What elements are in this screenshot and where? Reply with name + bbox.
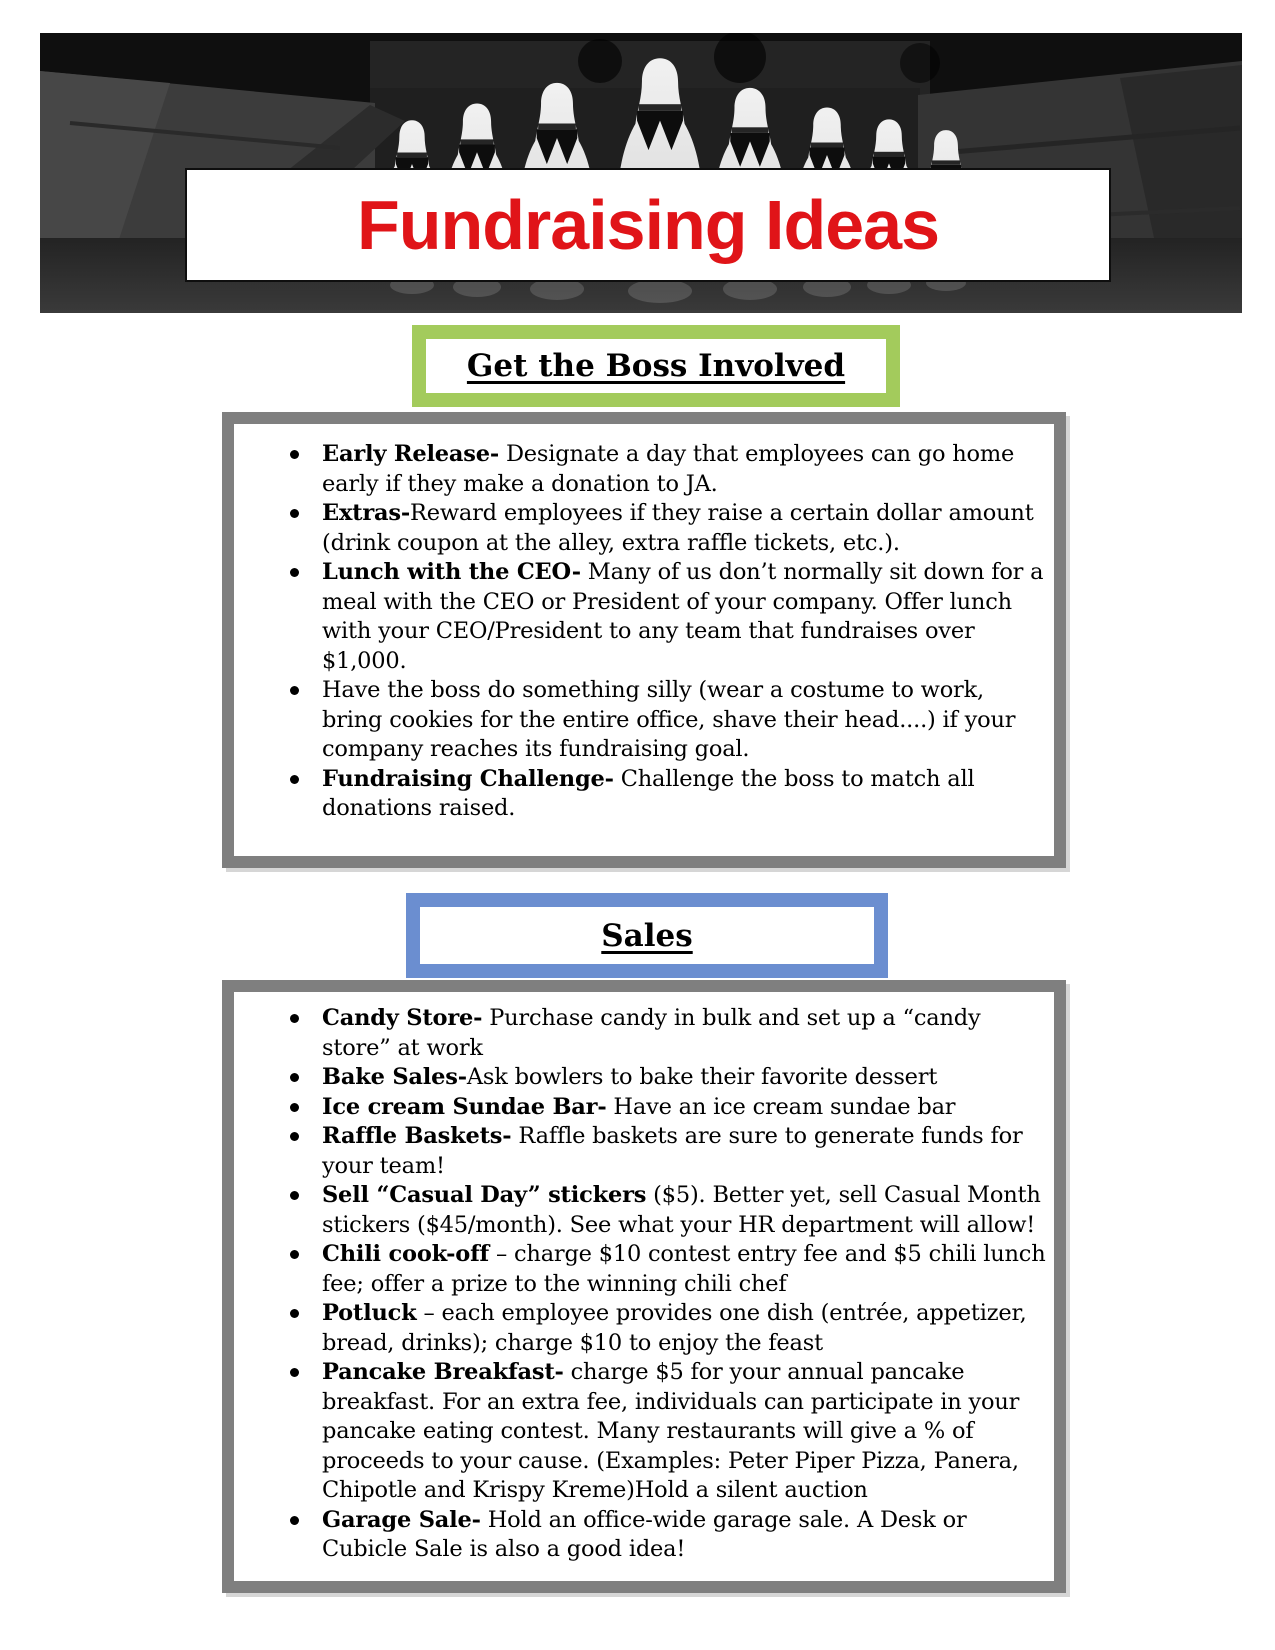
list-item bbox=[234, 1093, 1046, 1123]
list-item bbox=[234, 1299, 1046, 1358]
item-text: Challenge the boss to match all donations raised. bbox=[322, 765, 975, 821]
list-item bbox=[234, 676, 1046, 765]
list-item bbox=[234, 765, 1046, 824]
section-heading-boss-text: Get the Boss Involved bbox=[466, 348, 846, 384]
item-lead: Raffle Baskets- bbox=[322, 1123, 512, 1149]
section-body-sales bbox=[222, 980, 1066, 1593]
list-item bbox=[234, 1240, 1046, 1299]
item-lead: Fundraising Challenge- bbox=[322, 765, 614, 792]
item-text: charge $5 for your annual pancake breakfast. For an extra fee, individuals can participate in your pancake eating contest. Many restaurants will give a % of proceeds to your cause. (Examples: Peter Piper Pizza, Panera, Chipotle and Krispy Kreme)Hold a silent auction bbox=[322, 1359, 1020, 1503]
item-text: Many of us don’t normally sit down for a meal with the CEO or President of your company. Offer lunch with your CEO/President to any team that fundraises over $1,000. bbox=[322, 559, 1044, 674]
item-lead: Lunch with the CEO- bbox=[322, 559, 581, 585]
item-lead: Bake Sales- bbox=[322, 1064, 467, 1090]
item-text: – each employee provides one dish (entrée, appetizer, bread, drinks); charge $10 to enjoy the feast bbox=[322, 1300, 1027, 1356]
item-text: ($5). Better yet, sell Casual Month stickers ($45/month). See what your HR department will allow! bbox=[322, 1182, 1041, 1238]
item-text: Ask bowlers to bake their favorite dessert bbox=[466, 1064, 938, 1090]
item-lead: Sell “Casual Day” stickers bbox=[322, 1182, 647, 1208]
page-title: Fundraising Ideas bbox=[357, 186, 939, 264]
list-item bbox=[234, 1122, 1046, 1181]
list-item bbox=[234, 1063, 1046, 1093]
list-item bbox=[234, 1181, 1046, 1240]
item-text: Raffle baskets are sure to generate funds for your team! bbox=[322, 1123, 1023, 1179]
section-heading-sales bbox=[406, 893, 888, 978]
title-box bbox=[185, 168, 1111, 282]
item-lead: Potluck bbox=[322, 1300, 417, 1326]
section-heading-boss bbox=[412, 325, 900, 407]
list-item bbox=[234, 499, 1046, 558]
item-text: Have the boss do something silly (wear a costume to work, bring cookies for the entire office, shave their head....) if your company reaches its fundraising goal. bbox=[322, 677, 1016, 762]
list-item bbox=[234, 1004, 1046, 1063]
item-lead: Candy Store- bbox=[322, 1005, 483, 1031]
item-lead: Garage Sale- bbox=[322, 1506, 481, 1533]
item-lead: Ice cream Sundae Bar- bbox=[322, 1093, 607, 1120]
item-lead: Extras- bbox=[322, 500, 410, 526]
item-text: Designate a day that employees can go home early if they make a donation to JA. bbox=[322, 441, 1015, 497]
item-text: Have an ice cream sundae bar bbox=[606, 1093, 956, 1120]
item-lead: Pancake Breakfast- bbox=[322, 1359, 564, 1385]
list-item bbox=[234, 440, 1046, 499]
list-item bbox=[234, 1506, 1046, 1565]
item-text: – charge $10 contest entry fee and $5 chili lunch fee; offer a prize to the winning chili chef bbox=[322, 1241, 1046, 1297]
item-lead: Early Release- bbox=[322, 441, 500, 467]
section-heading-sales-text: Sales bbox=[601, 917, 693, 954]
idea-list-boss bbox=[234, 424, 1054, 824]
item-text: Hold an office-wide garage sale. A Desk or Cubicle Sale is also a good idea! bbox=[322, 1506, 967, 1562]
list-item bbox=[234, 1358, 1046, 1506]
item-text: Purchase candy in bulk and set up a “candy store” at work bbox=[322, 1005, 981, 1061]
item-lead: Chili cook-off bbox=[322, 1241, 490, 1267]
idea-list-sales bbox=[234, 992, 1054, 1565]
section-body-boss bbox=[222, 412, 1066, 868]
header-banner bbox=[40, 33, 1242, 313]
list-item bbox=[234, 558, 1046, 676]
item-text: Reward employees if they raise a certain dollar amount (drink coupon at the alley, extra raffle tickets, etc.). bbox=[322, 500, 1034, 556]
